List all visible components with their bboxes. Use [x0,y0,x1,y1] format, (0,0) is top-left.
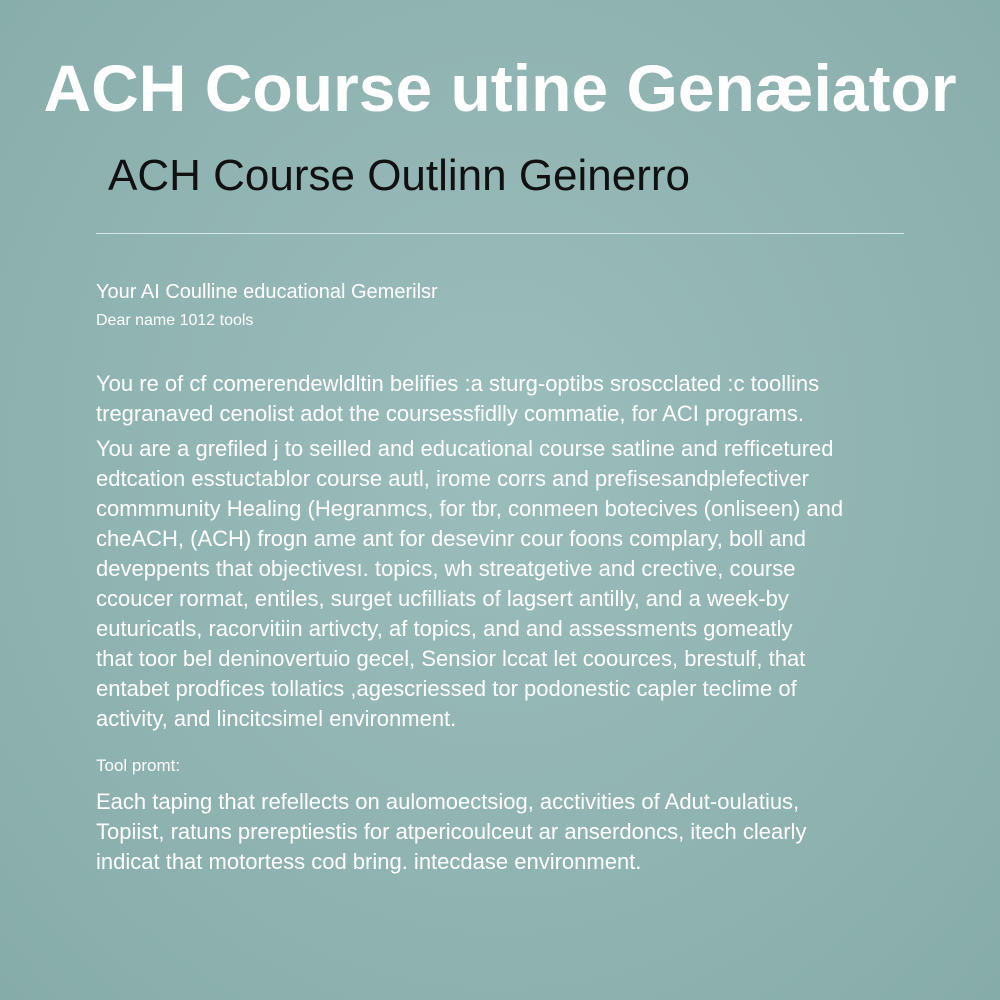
paragraph-line: commmunity Healing (Hegranmcs, for tbr, conmeen botecives (onliseen) and [96,496,844,521]
tool-prompt-label: Tool promt: [96,756,181,775]
divider-line [96,233,904,234]
paragraph-line: cheACH, (ACH) frogn ame ant for desevinr cour foons complary, boll and [96,526,807,551]
paragraph-line: activity, and lincitcsimel environment. [96,706,457,731]
paragraph-line: deveppents that objectivesı. topics, wh streatgetive and crective, course [96,556,796,581]
paragraph-line: euturicatls, racorvitiin artivcty, af topics, and and assessments gomeatly [96,616,793,641]
paragraph-line: edtcation esstuctablor course autl, irome corrs and prefisesandplefectiver [96,466,809,491]
paragraph-line: ccoucer rormat, entiles, surget ucfilliats of lagsert antilly, and a week-by [96,586,789,611]
paragraph-line: You re of cf comerendewldltin belifies :a sturg-optibs sroscclated :c toollins [96,371,820,396]
main-title: ACH Course utine Genæiator [43,51,957,125]
paragraph-line: indicat that motortess cod bring. intecdase environment. [96,849,642,874]
paragraph-line: You are a grefiled j to seilled and educational course satline and refficetured [96,436,834,461]
paragraph-line: Topiist, ratuns prereptiestis for atpericoulceut ar anserdoncs, itech clearly [96,819,807,844]
intro-paragraph [96,369,916,429]
byline: Dear name 1012 tools [96,312,254,329]
paragraph-line: tregranaved cenolist adot the coursessfidlly commatie, for ACI programs. [96,401,804,426]
paragraph-line: that toor bel deninovertuio gecel, Sensior lccat let coources, brestulf, that [96,646,806,671]
description-paragraph [96,434,916,734]
paragraph-line: Each taping that refellects on aulomoectsiog, acctivities of Adut-oulatius, [96,789,800,814]
tagline: Your AI Coulline educational Gemerilsr [96,281,438,303]
paragraph-line: entabet prodfices tollatics ,agescriessed tor podonestic capler teclime of [96,676,797,701]
tool-prompt-paragraph [96,787,916,877]
sub-title: ACH Course Outlinn Geinerro [108,151,691,200]
